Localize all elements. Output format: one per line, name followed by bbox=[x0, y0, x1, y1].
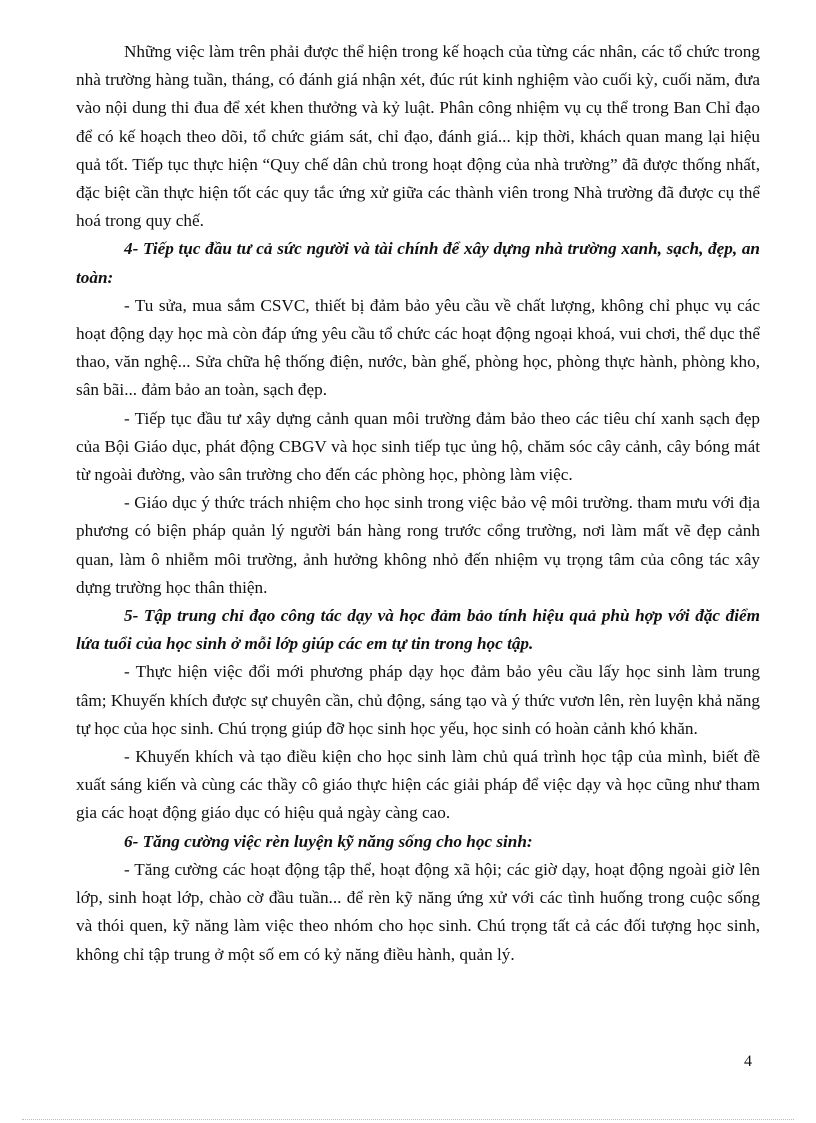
document-page bbox=[76, 38, 760, 969]
footer-divider bbox=[22, 1119, 794, 1120]
paragraph-teaching-methods: - Thực hiện việc đổi mới phương pháp dạy học đảm bảo yêu cầu lấy học sinh làm trung tâm; Khuyến khích được sự chuyên cần, chủ động, sáng tạo và ý thức vươn lên, rèn luyện khả năng tự học của học sinh. Chú trọng giúp đỡ học sinh học yếu, học sinh có hoàn cảnh khó khăn. bbox=[76, 662, 760, 738]
paragraph-facilities: - Tu sửa, mua sắm CSVC, thiết bị đảm bảo yêu cầu về chất lượng, không chỉ phục vụ các hoạt động dạy học mà còn đáp ứng yêu cầu tổ chức các hoạt động ngoại khoá, vui chơi, thể dục thể thao, văn nghệ... Sửa chữa hệ thống điện, nước, bàn ghế, phòng học, phòng thực hành, phòng kho, sân bãi... đảm bảo an toàn, sạch đẹp. bbox=[76, 295, 760, 400]
paragraph-environment-education: - Giáo dục ý thức trách nhiệm cho học sinh trong việc bảo vệ môi trường. tham mưu với địa phương có biện pháp quản lý người bán hàng rong trước cổng trường, nơi làm mất vẽ đẹp cảnh quan, làm ô nhiễm môi trường, ảnh hưởng không nhỏ đến nhiệm vụ trọng tâm của công tác xây dựng trường học thân thiện. bbox=[76, 493, 760, 597]
paragraph-student-initiative: - Khuyến khích và tạo điều kiện cho học sinh làm chủ quá trình học tập của mình, biết đề xuất sáng kiến và cùng các thầy cô giáo thực hiện các giải pháp để việc dạy và học cũng như tham gia các hoạt động giáo dục có hiệu quả ngày càng cao. bbox=[76, 747, 760, 823]
paragraph-life-skills: - Tăng cường các hoạt động tập thể, hoạt động xã hội; các giờ dạy, hoạt động ngoài giờ lên lớp, sinh hoạt lớp, chào cờ đầu tuần... để rèn kỹ năng ứng xử với các tình huống trong cuộc sống và thói quen, kỹ năng làm việc theo nhóm cho học sinh. Chú trọng tất cả các đối tượng học sinh, không chỉ tập trung ở một số em có kỷ năng điều hành, quản lý. bbox=[76, 859, 760, 964]
paragraph-responsibilities: Những việc làm trên phải được thể hiện trong kế hoạch của từng các nhân, các tổ chức trong nhà trường hàng tuần, tháng, có đánh giá nhận xét, đúc rút kinh nghiệm vào cuối kỳ, cuối năm, đưa vào nội dung thi đua để xét khen thưởng và kỷ luật. Phân công nhiệm vụ cụ thể trong Ban Chỉ đạo để có kế hoạch theo dõi, tổ chức giám sát, chỉ đạo, đánh giá... kịp thời, khách quan mang lại hiệu quả tốt. Tiếp tục thực hiện “Quy chế dân chủ trong hoạt động của nhà trường” đã được thống nhất, đặc biệt cần thực hiện tốt các quy tắc ứng xử giữa các thành viên trong Nhà trường đã được cụ thể hoá trong quy chế. bbox=[76, 42, 760, 231]
heading-section-4: 4- Tiếp tục đầu tư cả sức người và tài chính để xây dựng nhà trường xanh, sạch, đẹp, an toàn: bbox=[76, 239, 760, 287]
paragraph-landscape: - Tiếp tục đầu tư xây dựng cảnh quan môi trường đảm bảo theo các tiêu chí xanh sạch đẹp của Bội Giáo dục, phát động CBGV và học sinh tiếp tục ủng hộ, chăm sóc cây cảnh, cây bóng mát từ ngoài đường, vào sân trường cho đến các phòng học, phòng làm việc. bbox=[76, 408, 760, 485]
heading-section-5: 5- Tập trung chỉ đạo công tác dạy và học đảm bảo tính hiệu quả phù hợp với đặc điểm lứa tuổi của học sinh ở mỗi lớp giúp các em tự tin trong học tập. bbox=[76, 606, 760, 654]
page-number: 4 bbox=[744, 1053, 752, 1070]
heading-section-6: 6- Tăng cường việc rèn luyện kỹ năng sống cho học sinh: bbox=[124, 831, 533, 851]
